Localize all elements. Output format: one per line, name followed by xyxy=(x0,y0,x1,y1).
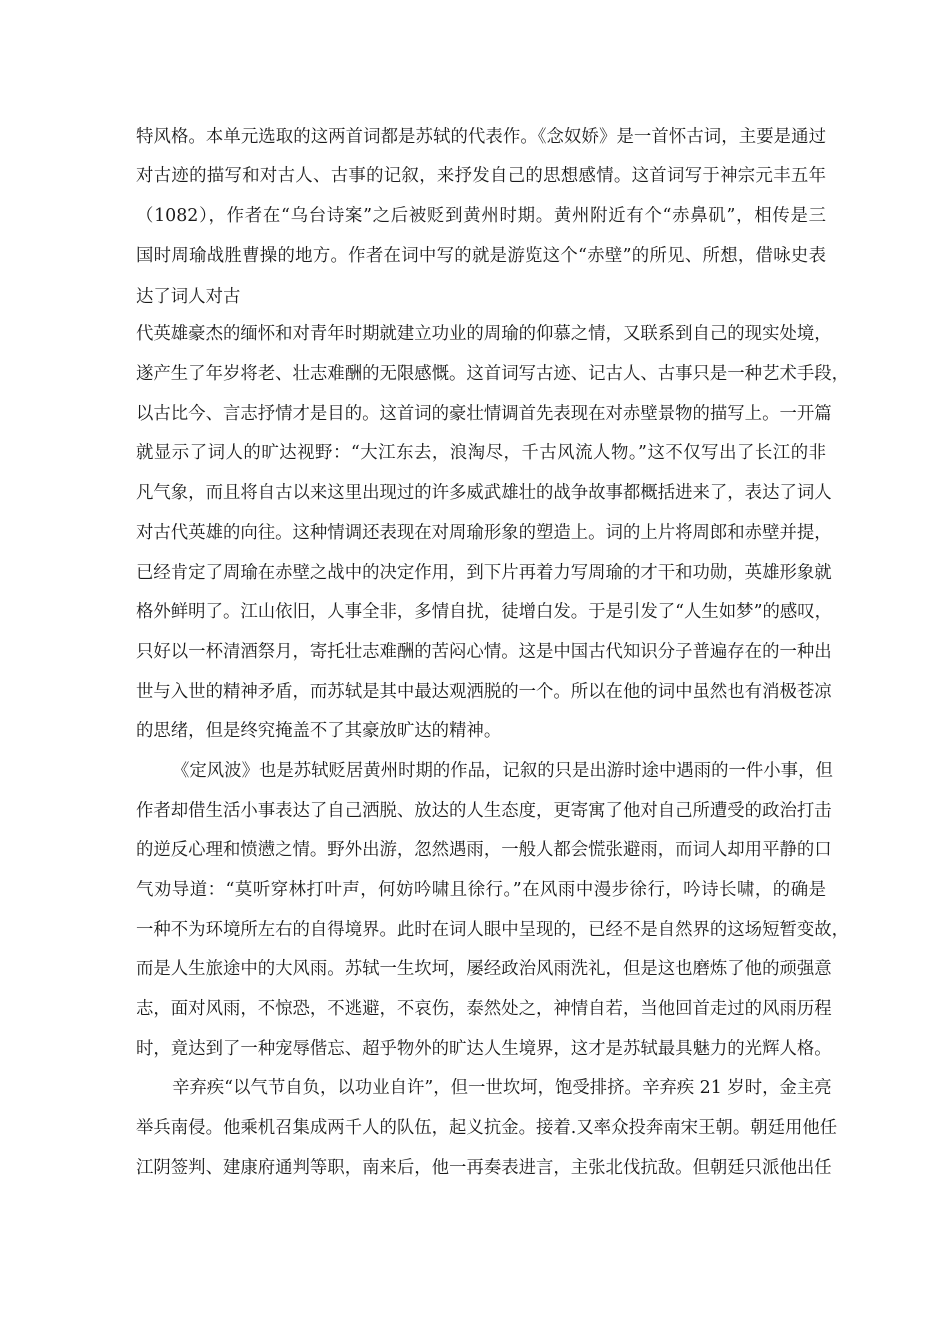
text-line: 达了词人对古 xyxy=(136,287,241,307)
text-line: 格外鲜明了。江山依旧，人事全非，多情自扰，徒增白发。于是引发了“人生如梦”的感叹， xyxy=(136,602,833,622)
text-line: 对古代英雄的向往。这种情调还表现在对周瑜形象的塑造上。词的上片将周郎和赤壁并提， xyxy=(136,523,832,543)
text-line: 以古比今、言志抒情才是目的。这首词的豪壮情调首先表现在对赤壁景物的描写上。一开篇 xyxy=(136,404,832,424)
text-line: 就显示了词人的旷达视野：“大江东去，浪淘尽，千古风流人物。”这不仅写出了长江的非 xyxy=(136,443,826,463)
text-line: 世与入世的精神矛盾，而苏轼是其中最达观洒脱的一个。所以在他的词中虽然也有消极苍凉 xyxy=(136,682,832,702)
text-line: （1082），作者在“乌台诗案”之后被贬到黄州时期。黄州附近有个“赤鼻矶”，相传是三 xyxy=(136,206,826,226)
text-line: 的逆反心理和愤懑之情。野外出游，忽然遇雨，一般人都会慌张避雨，而词人却用平静的口 xyxy=(136,840,832,860)
text-line: 已经肯定了周瑜在赤壁之战中的决定作用，到下片再着力写周瑜的才干和功勋，英雄形象就 xyxy=(136,563,832,583)
paragraph-first-line: 《定风波》也是苏轼贬居黄州时期的作品，记叙的只是出游时途中遇雨的一件小事，但 xyxy=(172,761,833,781)
text-line: 一种不为环境所左右的自得境界。此时在词人眼中呈现的，已经不是自然界的这场短暂变故， xyxy=(136,920,850,940)
text-line: 特风格。本单元选取的这两首词都是苏轼的代表作。《念奴娇》是一首怀古词，主要是通过 xyxy=(136,127,826,147)
text-line: 只好以一杯清酒祭月，寄托壮志难酬的苦闷心情。这是中国古代知识分子普遍存在的一种出 xyxy=(136,642,832,662)
text-line: 国时周瑜战胜曹操的地方。作者在词中写的就是游览这个“赤壁”的所见、所想，借咏史表 xyxy=(136,246,826,266)
text-line: 时，竟达到了一种宠辱偕忘、超乎物外的旷达人生境界，这才是苏轼最具魅力的光辉人格。 xyxy=(136,1039,832,1059)
text-line: 而是人生旅途中的大风雨。苏轼一生坎坷，屡经政治风雨洗礼，但是这也磨炼了他的顽强意 xyxy=(136,959,832,979)
text-line: 举兵南侵。他乘机召集成两千人的队伍，起义抗金。接着.又率众投奔南宋王朝。朝廷用他任 xyxy=(136,1118,838,1138)
paragraph-first-line: 辛弃疾“以气节自负，以功业自许”，但一世坎坷，饱受排挤。辛弃疾 21 岁时，金主亮 xyxy=(172,1078,832,1098)
text-line: 作者却借生活小事表达了自己洒脱、放达的人生态度，更寄寓了他对自己所遭受的政治打击 xyxy=(136,801,832,821)
text-line: 江阴签判、建康府通判等职，南来后，他一再奏表进言，主张北伐抗敌。但朝廷只派他出任 xyxy=(136,1158,832,1178)
text-line: 的思绪，但是终究掩盖不了其豪放旷达的精神。 xyxy=(136,721,502,741)
text-line: 凡气象，而且将自古以来这里出现过的许多威武雄壮的战争故事都概括进来了，表达了词人 xyxy=(136,483,832,503)
text-line: 对古迹的描写和对古人、古事的记叙，来抒发自己的思想感情。这首词写于神宗元丰五年 xyxy=(136,166,826,186)
text-line: 代英雄豪杰的缅怀和对青年时期就建立功业的周瑜的仰慕之情，又联系到自己的现实处境， xyxy=(136,324,832,344)
text-line: 志，面对风雨，不惊恐，不逃避，不哀伤，泰然处之，神情自若，当他回首走过的风雨历程 xyxy=(136,999,832,1019)
text-line: 遂产生了年岁将老、壮志难酬的无限感慨。这首词写古迹、记古人、古事只是一种艺术手段， xyxy=(136,364,850,384)
text-line: 气劝导道：“莫听穿林打叶声，何妨吟啸且徐行。”在风雨中漫步徐行，吟诗长啸，的确是 xyxy=(136,880,826,900)
